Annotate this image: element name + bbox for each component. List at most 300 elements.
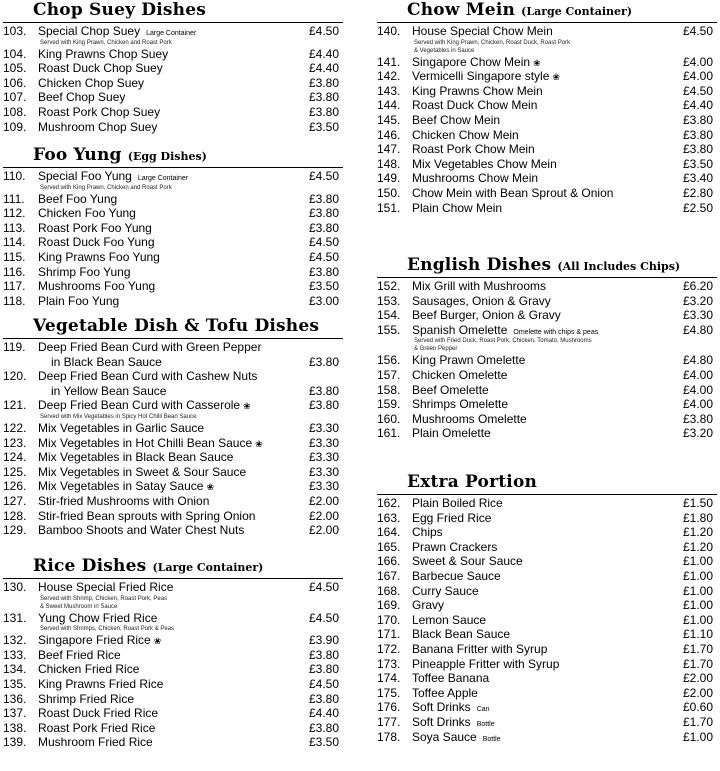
item-name-text: Black Bean Sauce: [412, 627, 511, 642]
item-name: [38, 523, 244, 538]
menu-item: [3, 436, 343, 451]
item-price: £1.00: [682, 568, 713, 583]
item-name-text: Beef Foo Yung: [38, 191, 118, 206]
item-name-text: Soft Drinks: [412, 714, 471, 729]
item-price: £4.50: [308, 169, 339, 183]
item-name-text: Singapore Fried Rice: [38, 633, 151, 648]
item-price: £3.80: [682, 142, 713, 157]
menu-section: [377, 257, 717, 441]
item-description: Served with Mix Vegetables in Spicy Hot Chilli Bean Sauce: [40, 413, 197, 420]
item-number: 157.: [377, 367, 401, 382]
menu-item: [377, 426, 717, 441]
chili-icon: ❀: [243, 401, 251, 412]
item-number: 124.: [3, 450, 27, 465]
item-name: [412, 157, 557, 172]
item-extra: Can: [476, 706, 490, 714]
section-title: [33, 0, 206, 20]
item-price: £3.80: [308, 90, 339, 105]
item-name-text: in Black Bean Sauce: [51, 354, 162, 369]
item-name-text: Beef Omelette: [412, 382, 489, 397]
item-price: £3.80: [308, 75, 339, 90]
item-name: [412, 279, 546, 294]
menu-item: [3, 265, 343, 280]
menu-item: [3, 355, 343, 370]
item-name: [412, 642, 547, 657]
item-price: £1.00: [682, 612, 713, 627]
item-price: £4.50: [308, 580, 339, 594]
item-name: [412, 540, 497, 555]
item-number: 133.: [3, 647, 27, 662]
menu-section: [377, 2, 717, 215]
item-number: 112.: [3, 206, 26, 221]
item-name: [412, 353, 525, 368]
section-title-text: Vegetable Dish & Tofu Dishes: [33, 316, 320, 336]
item-name: [38, 735, 153, 750]
menu-item: [3, 735, 343, 750]
item-name: [412, 84, 543, 99]
section-title-text: Extra Portion: [407, 472, 538, 492]
menu-item: [377, 569, 717, 584]
item-name: [412, 171, 538, 186]
item-name: [412, 142, 535, 157]
item-price: £3.80: [308, 104, 339, 119]
item-number: 161.: [377, 426, 401, 441]
menu-item: [3, 398, 343, 413]
item-name: [412, 511, 491, 526]
item-price: £3.80: [682, 127, 713, 142]
item-name: [38, 611, 157, 626]
menu-item: [3, 450, 343, 465]
item-number: 125.: [3, 464, 27, 479]
item-name: [38, 706, 158, 721]
section-title: [407, 0, 632, 20]
item-price: £3.40: [682, 171, 713, 186]
item-name: [38, 76, 144, 91]
item-price: £3.80: [308, 720, 339, 735]
item-price: £3.80: [308, 191, 339, 206]
section-header: [377, 2, 717, 24]
item-name: [51, 355, 162, 370]
item-number: 147.: [377, 142, 401, 157]
item-name-text: Banana Fritter with Syrup: [412, 641, 548, 656]
item-price: £3.80: [308, 691, 339, 706]
item-price: £3.80: [308, 662, 339, 677]
item-description: Served with Shrimps, Chicken, Roast Pork & Peas: [40, 626, 175, 633]
item-name-text: Sweet & Sour Sauce: [412, 554, 523, 569]
item-price: £3.80: [308, 383, 339, 398]
item-number: 137.: [3, 706, 27, 721]
menu-item: [377, 613, 717, 628]
item-name-text: Plain Foo Yung: [38, 293, 120, 308]
item-name: [412, 368, 507, 383]
menu-item: [3, 76, 343, 91]
item-description: & Sweet Mushroom in Sauce: [40, 603, 118, 610]
item-name-text: Prawn Crackers: [412, 539, 498, 554]
item-name: [412, 671, 489, 686]
menu-item: [377, 540, 717, 555]
item-name: [38, 677, 163, 692]
item-description: Served with King Prawn, Chicken and Roast Pork: [40, 39, 172, 46]
item-name: [38, 265, 131, 280]
item-price: £1.70: [682, 656, 713, 671]
item-number: 134.: [3, 662, 27, 677]
item-name: [38, 120, 157, 135]
item-name: [412, 569, 501, 584]
chili-icon: ❀: [153, 636, 162, 647]
item-name-text: Mix Grill with Mushrooms: [412, 279, 547, 293]
menu-item: [377, 55, 717, 70]
item-number: 145.: [377, 112, 401, 127]
item-name: [412, 55, 541, 71]
item-number: 156.: [377, 353, 401, 368]
section-title-text: Chop Suey Dishes: [33, 0, 207, 20]
item-name-text: Roast Duck Chop Suey: [38, 61, 163, 76]
item-name: [38, 633, 161, 649]
item-name: [38, 221, 152, 236]
item-name: [412, 584, 479, 599]
item-name: [412, 598, 444, 613]
item-name: [38, 61, 163, 76]
item-name-text: Roast Pork Fried Rice: [38, 720, 156, 735]
item-description: & Green Pepper: [414, 346, 458, 353]
section-header: [3, 147, 343, 169]
menu-item: [3, 279, 343, 294]
item-number: 114.: [3, 235, 26, 250]
section-subtitle: (Large Container): [521, 5, 633, 18]
menu-item: [3, 494, 343, 509]
section-header: [3, 558, 343, 580]
item-number: 108.: [3, 104, 27, 119]
item-name-text: Spanish Omelette: [412, 322, 508, 337]
item-number: 116.: [3, 264, 26, 279]
section-title-text: Rice Dishes: [33, 556, 147, 576]
item-number: 107.: [3, 90, 27, 105]
menu-item: [3, 235, 343, 250]
menu-item: [377, 657, 717, 672]
menu-item: [3, 192, 343, 207]
item-name-text: Mushroom Fried Rice: [38, 735, 153, 750]
menu-item: [377, 128, 717, 143]
item-name-text: Special Foo Yung: [38, 169, 132, 183]
item-number: 109.: [3, 119, 27, 134]
item-price: £1.20: [682, 539, 713, 554]
item-number: 117.: [3, 279, 26, 294]
menu-item: [377, 627, 717, 642]
item-price: £3.90: [308, 633, 339, 648]
item-name-text: Vermicelli Singapore style: [412, 69, 550, 84]
menu-item: [3, 24, 343, 39]
item-number: 169.: [377, 598, 401, 613]
section-subtitle: (All Includes Chips): [557, 260, 681, 273]
item-name: [38, 421, 204, 436]
item-name-text: Beef Fried Rice: [38, 647, 121, 662]
item-number: 123.: [3, 435, 27, 450]
item-price: £4.00: [682, 367, 713, 382]
item-name-text: Bamboo Shoots and Water Chest Nuts: [38, 523, 245, 538]
item-description: Served with Fried Duck, Roast Pork, Chicken, Tomato, Mushrooms: [414, 338, 592, 345]
item-name: [412, 730, 501, 748]
item-name: [38, 436, 263, 452]
item-name: [412, 613, 486, 628]
menu-item: [3, 479, 343, 494]
item-number: 118.: [3, 293, 26, 308]
item-name: [38, 340, 261, 355]
menu-section: [377, 474, 717, 744]
menu-item: [3, 465, 343, 480]
item-number: 130.: [3, 580, 27, 594]
menu-item: [377, 715, 717, 730]
menu-item: [3, 294, 343, 309]
item-name: [38, 90, 125, 105]
item-name: [38, 580, 173, 595]
menu-item: [3, 169, 343, 184]
item-name-text: Chicken Chop Suey: [38, 75, 145, 90]
item-price: £2.00: [682, 685, 713, 700]
item-name-text: Chicken Omelette: [412, 367, 508, 382]
menu-item: [3, 677, 343, 692]
item-price: £3.00: [308, 293, 339, 308]
item-name-text: King Prawns Foo Yung: [38, 249, 160, 264]
item-number: 160.: [377, 411, 401, 426]
item-price: £3.30: [682, 308, 713, 323]
item-name-text: King Prawn Omelette: [412, 353, 526, 368]
item-description: Served with King Prawn, Chicken and Roast Pork: [40, 184, 172, 191]
menu-item: [3, 340, 343, 355]
item-name-text: Roast Duck Fried Rice: [38, 706, 159, 721]
menu-item: [377, 157, 717, 172]
section-title: [33, 145, 207, 165]
item-description: Served with Shrimp, Chicken, Roast Pork, Peas: [40, 595, 168, 602]
item-price: £2.00: [308, 523, 339, 538]
item-price: £4.50: [308, 24, 339, 38]
menu-item: [377, 84, 717, 99]
item-price: £3.80: [308, 647, 339, 662]
chili-icon: ❀: [255, 438, 263, 449]
item-name: [38, 47, 168, 62]
item-price: £1.70: [682, 714, 713, 729]
item-number: 142.: [377, 69, 401, 84]
menu-item: [377, 323, 717, 338]
item-price: £4.00: [682, 69, 713, 84]
item-number: 144.: [377, 98, 401, 113]
item-number: 141.: [377, 54, 401, 69]
item-name-text: Mix Vegetables Chow Mein: [412, 156, 557, 171]
item-name: [38, 450, 233, 465]
item-name-text: Egg Fried Rice: [412, 510, 492, 525]
menu-item: [377, 383, 717, 398]
item-number: 105.: [3, 61, 27, 76]
menu-item: [377, 671, 717, 686]
item-name-text: Chicken Foo Yung: [38, 206, 136, 221]
menu-item: [377, 642, 717, 657]
item-number: 135.: [3, 676, 27, 691]
item-name-text: Chips: [412, 525, 443, 540]
item-number: 162.: [377, 496, 401, 510]
item-name-text: Deep Fried Bean Curd with Cashew Nuts: [38, 369, 258, 384]
menu-item: [377, 142, 717, 157]
item-number: 178.: [377, 729, 401, 744]
menu-item: [3, 580, 343, 595]
item-price: £4.40: [308, 46, 339, 61]
menu-item: [3, 692, 343, 707]
item-name-text: Plain Boiled Rice: [412, 496, 503, 510]
section-subtitle: (Egg Dishes): [127, 150, 207, 163]
item-name-text: Mushroom Chop Suey: [38, 119, 158, 134]
item-name-text: Roast Duck Foo Yung: [38, 235, 155, 250]
item-number: 176.: [377, 700, 401, 715]
item-name-text: King Prawns Chop Suey: [38, 46, 169, 61]
item-number: 167.: [377, 568, 401, 583]
item-price: £4.50: [682, 83, 713, 98]
item-price: £3.80: [308, 220, 339, 235]
section-rule: [3, 167, 343, 168]
item-number: 121.: [3, 398, 27, 413]
item-name: [412, 686, 478, 701]
item-number: 126.: [3, 479, 27, 494]
section-title-text: English Dishes: [407, 255, 552, 275]
menu-item: [3, 61, 343, 76]
item-name-text: Roast Pork Chow Mein: [412, 142, 535, 157]
item-name-text: Beef Chop Suey: [38, 90, 126, 105]
item-price: £1.70: [682, 641, 713, 656]
section-header: [3, 318, 343, 340]
item-price: £4.40: [308, 61, 339, 76]
item-name-text: Barbecue Sauce: [412, 568, 501, 583]
section-rule: [377, 494, 717, 495]
item-number: 150.: [377, 185, 401, 200]
item-name: [38, 294, 119, 309]
item-number: 129.: [3, 523, 27, 538]
menu-item: [3, 369, 343, 384]
item-number: 170.: [377, 612, 401, 627]
menu-item: [3, 90, 343, 105]
item-price: £4.80: [682, 322, 713, 337]
item-price: £4.50: [308, 610, 339, 625]
item-name-text: Roast Pork Foo Yung: [38, 220, 152, 235]
item-name: [412, 496, 503, 511]
item-name: [38, 206, 136, 221]
item-number: 140.: [377, 24, 401, 38]
menu-item: [377, 98, 717, 113]
section-rule: [3, 338, 343, 339]
item-number: 128.: [3, 508, 27, 523]
menu-item: [3, 384, 343, 399]
menu-item: [377, 412, 717, 427]
item-name-text: Mix Vegetables in Sweet & Sour Sauce: [38, 464, 247, 479]
menu-item: [377, 171, 717, 186]
item-name: [412, 24, 553, 39]
item-price: £3.80: [682, 112, 713, 127]
item-name: [38, 494, 209, 509]
item-name-text: Chicken Chow Mein: [412, 127, 519, 142]
item-number: 120.: [3, 369, 27, 384]
item-price: £6.20: [682, 279, 713, 293]
item-number: 164.: [377, 525, 401, 540]
item-number: 110.: [3, 169, 26, 183]
menu-item: [377, 397, 717, 412]
item-number: 148.: [377, 156, 401, 171]
item-price: £3.20: [682, 293, 713, 308]
item-number: 175.: [377, 685, 401, 700]
item-name: [38, 192, 117, 207]
item-name: [412, 186, 613, 201]
menu-item: [3, 662, 343, 677]
item-price: £3.50: [308, 119, 339, 134]
menu-item: [3, 611, 343, 626]
item-name-text: Soft Drinks: [412, 700, 471, 715]
menu-item: [377, 113, 717, 128]
menu-item: [3, 221, 343, 236]
item-price: £4.40: [682, 98, 713, 113]
item-name: [51, 384, 166, 399]
section-title: [407, 472, 537, 492]
item-price: £1.50: [682, 496, 713, 510]
item-name: [38, 465, 246, 480]
item-name-text: Shrimps Omelette: [412, 397, 509, 412]
section-title: [33, 556, 263, 576]
item-name: [412, 627, 510, 642]
item-price: £1.00: [682, 729, 713, 744]
item-number: 151.: [377, 200, 401, 215]
item-number: 163.: [377, 510, 401, 525]
item-name-text: Yung Chow Fried Rice: [38, 610, 158, 625]
menu-item: [377, 201, 717, 216]
item-extra: Large Container: [137, 175, 189, 182]
menu-item: [3, 421, 343, 436]
section-rule: [3, 22, 343, 23]
item-number: 143.: [377, 83, 401, 98]
item-number: 132.: [3, 633, 27, 648]
menu-item: [3, 648, 343, 663]
item-price: £3.80: [308, 398, 339, 413]
item-name: [38, 662, 139, 677]
item-price: £1.20: [682, 525, 713, 540]
item-price: £1.00: [682, 554, 713, 569]
item-price: £3.30: [308, 464, 339, 479]
item-name-text: Curry Sauce: [412, 583, 479, 598]
item-name: [412, 525, 443, 540]
item-price: £3.30: [308, 435, 339, 450]
item-price: £4.50: [682, 24, 713, 38]
item-name: [412, 113, 500, 128]
item-name-text: Shrimp Foo Yung: [38, 264, 131, 279]
item-name: [412, 98, 537, 113]
item-number: 152.: [377, 279, 401, 293]
item-name-text: Mix Vegetables in Hot Chilli Bean Sauce: [38, 435, 253, 450]
item-name-text: Stir-fried Bean sprouts with Spring Onion: [38, 508, 256, 523]
item-number: 136.: [3, 691, 27, 706]
item-number: 168.: [377, 583, 401, 598]
menu-item: [3, 47, 343, 62]
item-number: 146.: [377, 127, 401, 142]
item-number: 159.: [377, 397, 401, 412]
item-number: 174.: [377, 671, 401, 686]
chili-icon: ❀: [533, 57, 541, 68]
item-name: [38, 279, 155, 294]
section-title-text: Chow Mein: [407, 0, 516, 20]
item-extra: Large Container: [146, 30, 197, 37]
item-price: £4.00: [682, 382, 713, 397]
item-number: 166.: [377, 554, 401, 569]
item-price: £4.00: [682, 397, 713, 412]
item-price: £1.10: [682, 627, 713, 642]
item-price: £3.30: [308, 479, 339, 494]
item-name-text: Chow Mein with Bean Sprout & Onion: [412, 185, 614, 200]
item-name-text: Gravy: [412, 598, 445, 613]
item-name: [38, 235, 155, 250]
item-number: 172.: [377, 641, 401, 656]
item-number: 115.: [3, 249, 26, 264]
